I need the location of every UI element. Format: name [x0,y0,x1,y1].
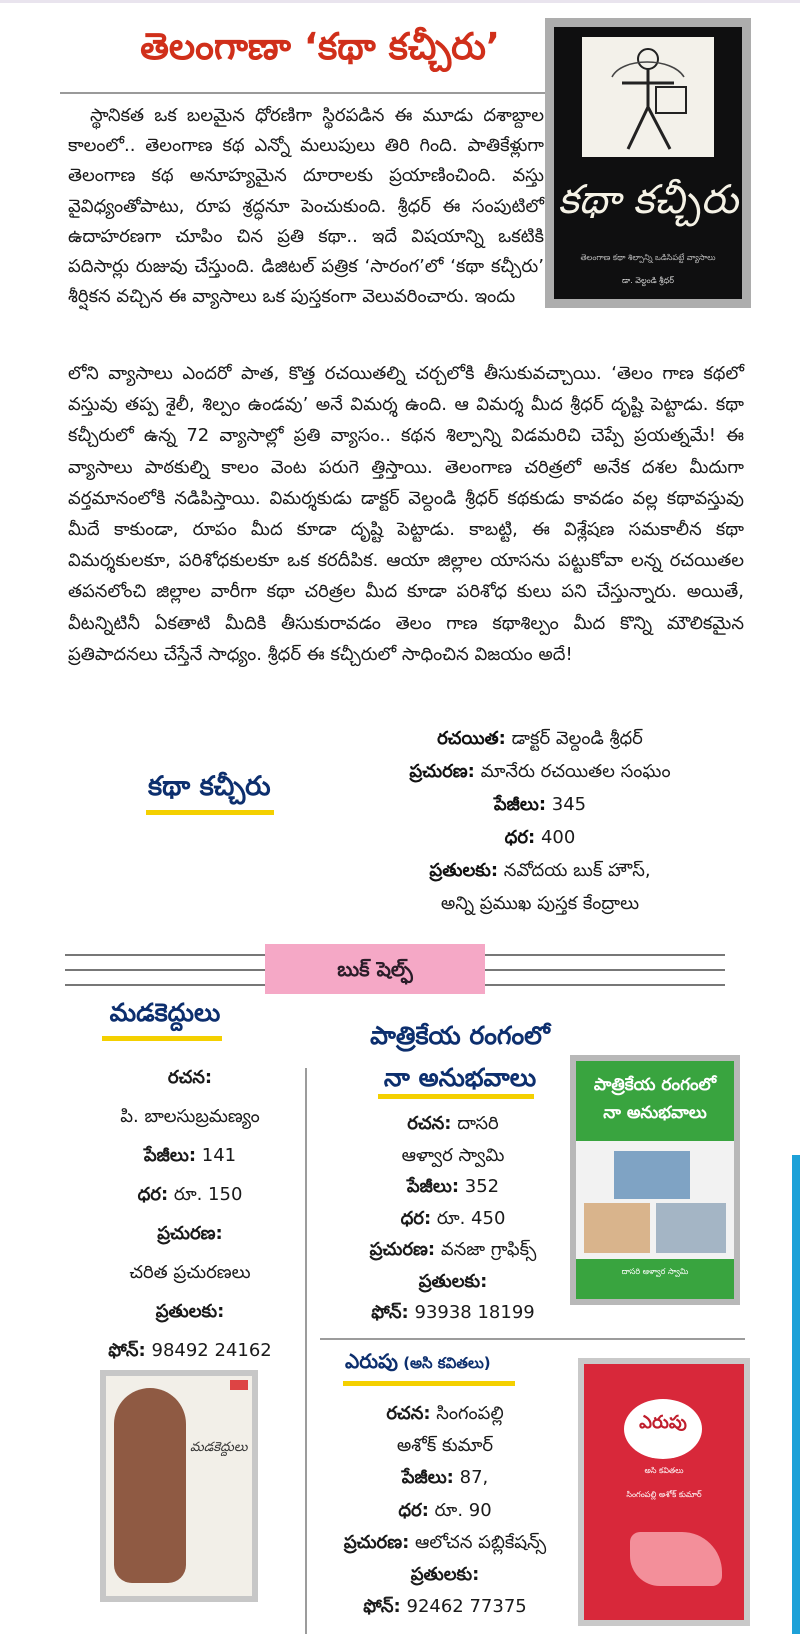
cover-illustration [582,37,714,157]
detail-copies-more: అన్ని ప్రముఖ పుస్తక కేంద్రాలు [440,893,640,914]
book1-cover-title: మడకెద్దులు [190,1440,248,1455]
book3-title-underline [343,1381,515,1386]
book2-title: పాత్రికేయ రంగంలో నా అనుభవాలు [370,1021,550,1092]
book2-details: రచన: దాసరి ఆళ్వార స్వామి పేజీలు: 352 ధర: రూ. 450 ప్రచురణ: వనజా గ్రాఫిక్స్ ప్రతులకు: ఫోన్: 93938 18199 [369,1113,537,1323]
review-paragraph-top: స్థానికత ఒక బలమైన ధోరణిగా స్థిరపడిన ఈ మూడు దశాబ్దాల కాలంలో.. తెలంగాణ కథ ఎన్నో మలుపులు తిరి గింది. పాతికేళ్లుగా తెలంగాణ కథ అనూహ్యమైన దూరాలకు ప్రయాణించింది. వస్తు వైవిధ్యంతోపాటు, రూప శ్రద్ధనూ పెంచుకుంది. శ్రీధర్ ఈ సంపుటిలో ఉదాహరణగా చూపిం చిన ప్రతి కథా.. ఇదే విషయాన్ని ఒకటికి పదిసార్లు రుజువు చేస్తుంది. డిజిటల్ పత్రిక ‘సారంగ’లో ‘కథా కచ్చీరు’ శీర్షికన వచ్చిన ఈ వ్యాసాలు ఒక పుస్తకంగా వెలువరించారు. ఇందు [68,105,544,308]
cover-photo [584,1203,650,1253]
page-edge-bar [792,1155,800,1634]
title-rule [60,92,545,94]
book3-cover-subtitle: అసి కవితలు [644,1466,684,1475]
detail-pages: పేజీలు: 345 [493,794,587,815]
review-paragraph-bottom: లోని వ్యాసాలు ఎందరో పాత, కొత్త రచయితల్ని చర్చలోకి తీసుకువచ్చాయి. ‘తెలం గాణ కథలో వస్తువు తప్ప శైలీ, శిల్పం ఉండవు’ అనే విమర్శ ఉంది. ఆ విమర్శ మీద శ్రీధర్ దృష్టి పెట్టాడు. కథా కచ్చీరులో ఉన్న 72 వ్యాసాల్లో ప్రతి వ్యాసం.. కథన శిల్పాన్ని విడమరిచి చెప్పే ప్రయత్నమే! ఈ వ్యాసాలు పాఠకుల్ని కాలం వెంట పరుగె త్తిస్తాయి. తెలంగాణ చరిత్రలో అనేక దశల మీదుగా వర్తమానంలోకి నడిపిస్తాయి. విమర్శకుడు డాక్టర్ వెల్దండి శ్రీధర్ కథకుడు కావడం వల్ల కథావస్తువు మీదే కాకుండా, రూపం మీద కూడా దృష్టి పెట్టాడు. కాబట్టి, ఈ విశ్లేషణ సమకాలీన కథా విమర్శకులకూ, పరిశోధకులకూ ఒక కరదీపిక. ఆయా జిల్లాల యాసను పట్టుకోవా లన్న రచయితల తపనలోంచి జిల్లాల వారీగా కథా చరిత్రల మీద కూడా పరిశోధ కులు పని చేస్తున్నారు. అయితే, వీటన్నిటినీ ఏకతాటి మీదికి తీసుకురావడం తెలం గాణ కథాశిల్పం మీద కొన్ని మౌలికమైన ప్రతిపాదనలు చేస్తేనే సాధ్యం. శ్రీధర్ ఈ కచ్చీరులో సాధించిన విజయం అదే! [68,363,744,665]
cover-tag [230,1380,248,1390]
main-cover-author: డా. వెల్దండి శ్రీధర్ [622,276,674,285]
book-name-heading: కథా కచ్చీరు [148,771,271,802]
detail-copies: ప్రతులకు: నవోదయ బుక్ హౌస్, [429,860,651,881]
main-book-cover [545,18,751,308]
main-cover-subtitle: తెలంగాణ కథా శిల్పాన్ని ఒడిసిపట్టే వ్యాసాలు [580,253,716,262]
detail-price: ధర: 400 [504,827,576,848]
article-title: తెలంగాణా ‘కథా కచ్చీరు’ [140,25,500,68]
cover-face-illustration [114,1388,186,1583]
main-cover-title: కథా కచ్చీరు [557,177,739,223]
book2-cover-author: దాసరి ఆళ్వార స్వామి [621,1267,689,1276]
column-divider [305,1068,307,1634]
bookshelf-header: బుక్ షెల్ఫ్ [265,944,485,994]
row-divider [320,1338,745,1340]
book3-details: రచన: సింగంపల్లి అశోక్ కుమార్ పేజీలు: 87, ధర: రూ. 90 ప్రచురణ: ఆలోచన పబ్లికేషన్స్ ప్రతులకు: ఫోన్: 92462 77375 [343,1403,547,1618]
book2-cover [570,1055,740,1305]
book1-details: రచన: పి. బాలసుబ్రమణ్యం పేజీలు: 141 ధర: రూ. 150 ప్రచురణ: చరిత ప్రచురణలు ప్రతులకు: ఫోన్: 98492 24162 [108,1067,272,1361]
book-details [340,722,740,920]
book3-cover [578,1358,750,1626]
book3-cover-author: సింగంపల్లి అశోక్ కుమార్ [626,1490,702,1499]
book1-title-underline [102,1036,222,1041]
book3-cover-title: ఎరుపు [639,1412,687,1433]
top-border [0,0,800,3]
cover-photo [656,1203,726,1253]
book2-title-underline [378,1094,534,1099]
book3-title: ఎరుపు (అసి కవితలు) [345,1349,491,1373]
book1-cover [100,1370,258,1602]
book1-title: మడకెద్దులు [109,998,221,1027]
book2-cover-title: పాత్రికేయ రంగంలో నా అనుభవాలు [593,1075,717,1123]
detail-author: రచయిత: డాక్టర్ వెల్దండి శ్రీధర్ [437,728,643,749]
detail-publisher: ప్రచురణ: మానేరు రచయితల సంఘం [409,761,671,782]
cover-flag-illustration [630,1532,722,1586]
book-name-underline [146,810,274,815]
cover-photo [614,1151,690,1199]
